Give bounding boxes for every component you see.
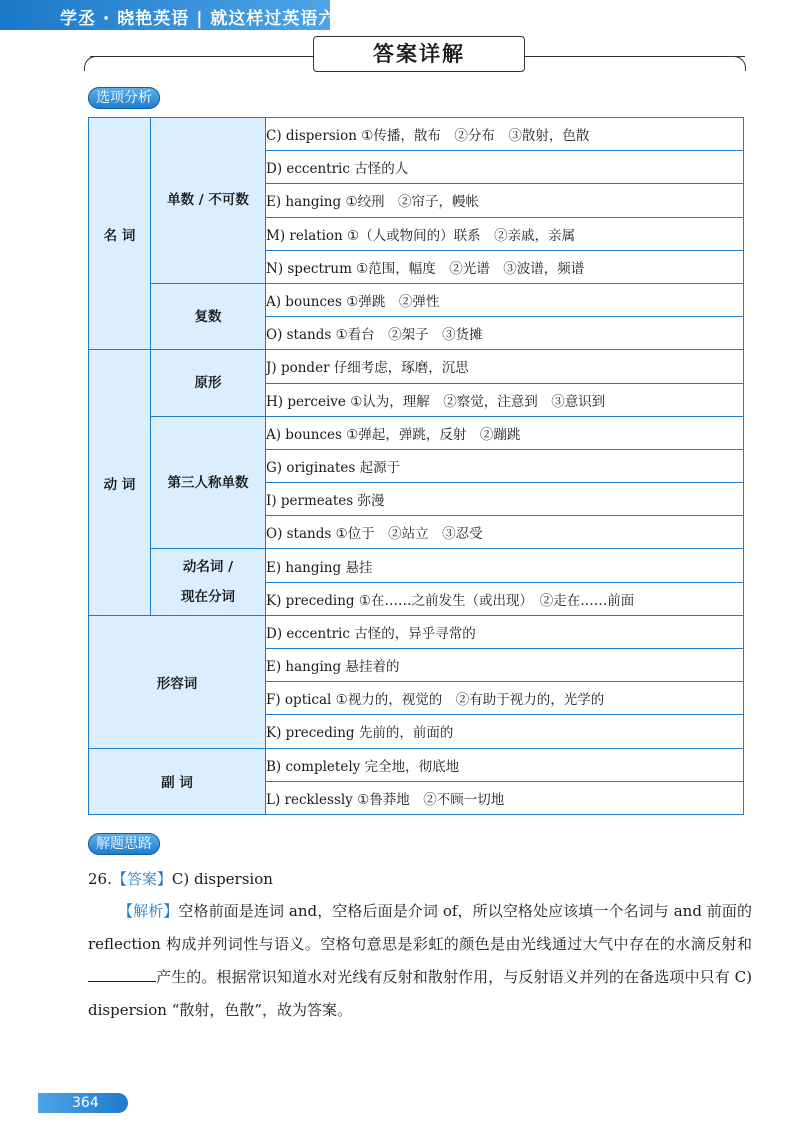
- table-cell: M) relation ①（人或物间的）联系 ②亲戚，亲属: [266, 217, 744, 250]
- category-verb: 动 词: [89, 350, 151, 616]
- table-cell: G) originates 起源于: [266, 449, 744, 482]
- table-cell: E) hanging 悬挂: [266, 549, 744, 582]
- table-row: [89, 748, 744, 781]
- subcategory-third-person: 第三人称单数: [151, 416, 266, 549]
- table-cell: O) stands ①看台 ②架子 ③货摊: [266, 317, 744, 350]
- page-number: 364: [38, 1093, 128, 1113]
- question-number: 26.: [88, 870, 112, 888]
- table-cell: C) dispersion ①传播，散布 ②分布 ③散射，色散: [266, 118, 744, 151]
- table-cell: A) bounces ①弹跳 ②弹性: [266, 283, 744, 316]
- table-cell: I) permeates 弥漫: [266, 483, 744, 516]
- gerund-label-line-1: 动名词 /: [182, 559, 234, 576]
- table-cell: O) stands ①位于 ②站立 ③忍受: [266, 516, 744, 549]
- subcategory-plural: 复数: [151, 283, 266, 349]
- table-cell: K) preceding 先前的，前面的: [266, 715, 744, 748]
- answer-line: [88, 868, 273, 889]
- options-table: [88, 117, 744, 815]
- table-row: [89, 549, 744, 582]
- table-row: [89, 118, 744, 151]
- subcategory-gerund: [151, 549, 266, 615]
- table-cell: B) completely 完全地，彻底地: [266, 748, 744, 781]
- category-adverb: 副 词: [89, 748, 266, 814]
- table-cell: D) eccentric 古怪的，异乎寻常的: [266, 615, 744, 648]
- table-cell: J) ponder 仔细考虑，琢磨，沉思: [266, 350, 744, 383]
- section-title: 答案详解: [313, 36, 525, 72]
- table-row: [89, 416, 744, 449]
- category-noun: 名 词: [89, 118, 151, 350]
- header-rule-curl-left: [84, 56, 97, 71]
- analysis-paragraph: [88, 895, 752, 1027]
- subcategory-base-form: 原形: [151, 350, 266, 416]
- table-cell: A) bounces ①弹起，弹跳，反射 ②蹦跳: [266, 416, 744, 449]
- analysis-text-part-1: 空格前面是连词 and，空格后面是介词 of，所以空格处应该填一个名词与 and 前面的 reflection 构成并列词性与语义。空格句意思是彩虹的颜色是由光线通过大气中存在的水滴反射和: [88, 902, 752, 953]
- solution-approach-tag: 解题思路: [88, 833, 160, 855]
- table-cell: K) preceding ①在……之前发生（或出现） ②走在……前面: [266, 582, 744, 615]
- table-cell: E) hanging ①绞刑 ②帘子，幔帐: [266, 184, 744, 217]
- gerund-label-line-2: 现在分词: [181, 589, 235, 606]
- analysis-tag: 【解析】: [118, 902, 179, 920]
- table-row: [89, 283, 744, 316]
- options-analysis-tag: 选项分析: [88, 87, 160, 109]
- fill-in-blank: [88, 967, 156, 982]
- analysis-text-part-2: 产生的。根据常识知道水对光线有反射和散射作用，与反射语义并列的在备选项中只有 C) dispersion “散射，色散”，故为答案。: [88, 968, 752, 1019]
- table-cell: H) perceive ①认为，理解 ②察觉，注意到 ③意识到: [266, 383, 744, 416]
- answer-tag: 【答案】: [111, 870, 172, 888]
- table-cell: N) spectrum ①范围，幅度 ②光谱 ③波谱，频谱: [266, 250, 744, 283]
- answer-text: C) dispersion: [171, 870, 273, 888]
- table-cell: E) hanging 悬挂着的: [266, 649, 744, 682]
- header-rule-curl-right: [733, 56, 746, 71]
- table-cell: L) recklessly ①鲁莽地 ②不顾一切地: [266, 781, 744, 814]
- book-title: 学丞 · 晓艳英语 | 就这样过英语六级: [60, 9, 355, 29]
- table-cell: D) eccentric 古怪的人: [266, 151, 744, 184]
- table-row: [89, 615, 744, 648]
- table-cell: F) optical ①视力的，视觉的 ②有助于视力的，光学的: [266, 682, 744, 715]
- category-adjective: 形容词: [89, 615, 266, 748]
- table-row: [89, 350, 744, 383]
- subcategory-singular: 单数 / 不可数: [151, 118, 266, 284]
